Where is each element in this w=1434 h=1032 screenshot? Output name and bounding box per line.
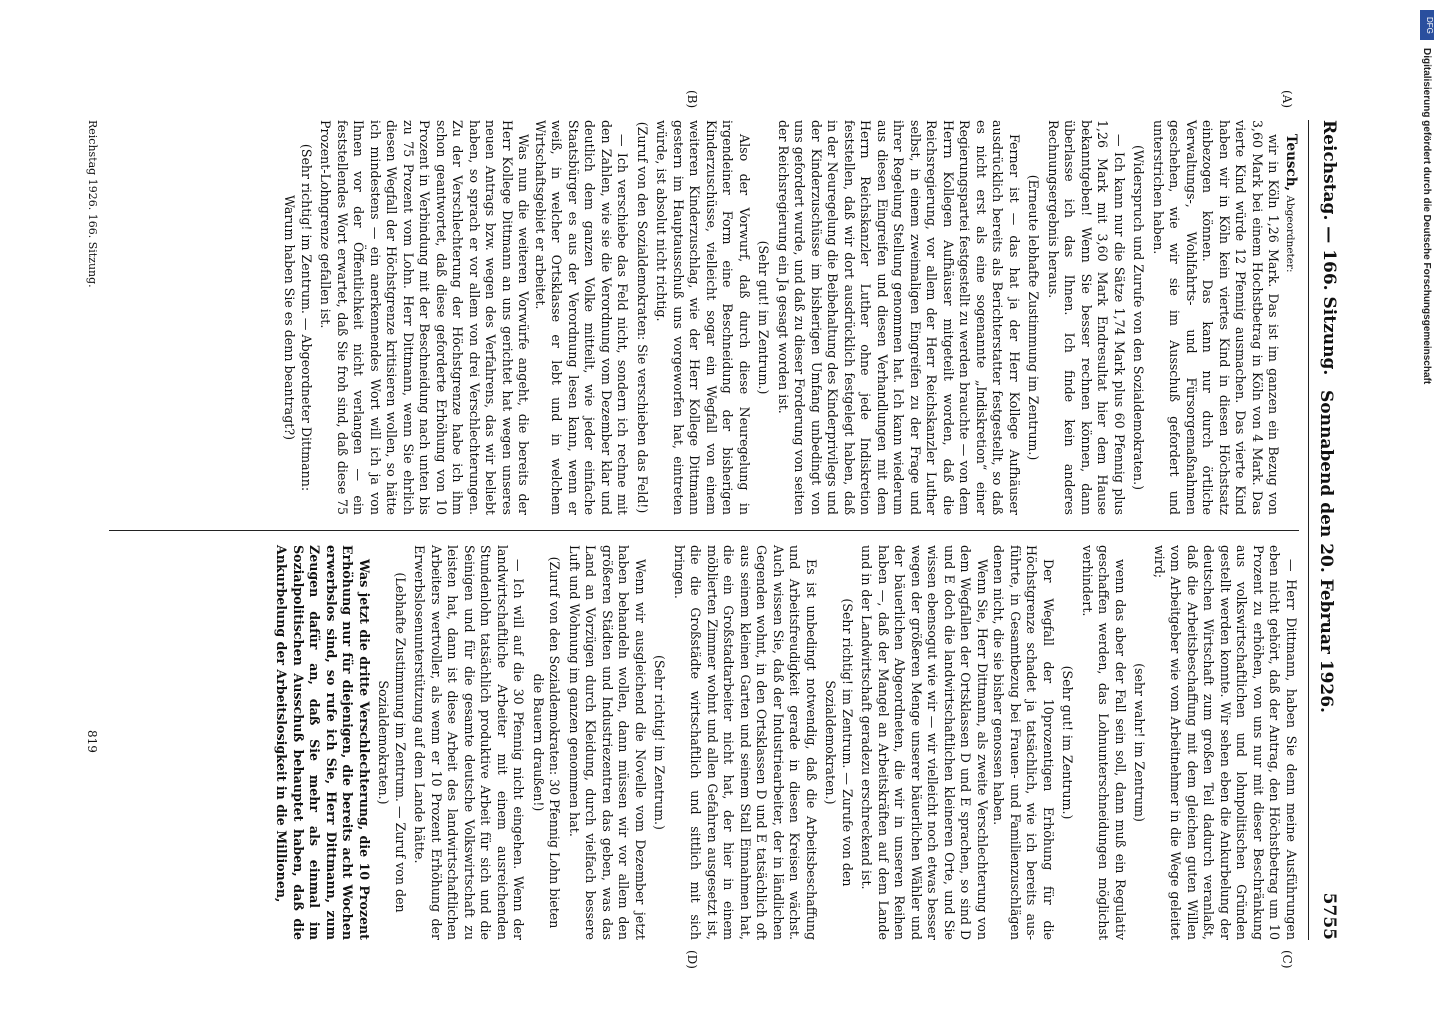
paragraph: — Ich verschiebe das Feld nicht, sondern ich rechne mit den Zahlen, wie sie die Verordnung vom Dezember klar und deutlich dem ganzen Volke mitteilt, wie jeder einfache Staatsbürger es aus der Verordnung lesen kann, wenn er weiß, in welcher Ortsklasse er lebt und in welchem Wirtschaftsgebiet er arbeitet. — [533, 120, 631, 515]
header-rule — [1308, 120, 1309, 940]
page-number: 5755 — [1319, 892, 1339, 940]
running-head-date: Sonnabend den 20. Februar 1926. — [1316, 390, 1336, 713]
paragraph: Der Wegfall der 10prozentigen Erhöhung für die Höchstgrenze schadet ja tatsächlich, wie ich bereits ausführte, in Gesamtbezug bei Frauen- und Familienzuschlägen denen nicht, die sie bisher genossen haben. — [991, 545, 1056, 940]
speaker-line — [1282, 120, 1300, 515]
right-column — [273, 545, 1299, 940]
speaker-name: Teusch, — [1283, 134, 1299, 192]
digitization-credit — [1418, 8, 1434, 992]
left-column — [278, 120, 1299, 515]
margin-letter-d: (D) — [685, 950, 699, 969]
paragraph: wir in Köln 1,26 Mark. Das ist im ganzen ein Bezug von 3,60 Mark bei einem Hochstbetrag in Köln von 4 Mark. Das vierte Kind würde 12 Pfennig ausmachen. Das vierte Kind haben wir in Köln kein viertes Kind in diesen Höchstsatz einbezogen können. Das kann nur durch örtliche Verwaltungs-, Wohlfahrts- und Fürsorgemaßnahmen geschehen, wie wir sie im Ausschuß gefordert und unterstrichen haben. — [1151, 120, 1282, 515]
interjection: (Widerspruch und Zurufe von den Sozialdemokraten.) — [1131, 144, 1147, 490]
paragraph: Was nun die weiteren Vorwürfe angeht, die bereits der Herr Kollege Dittmann an uns gerichtet hat wegen unseres neuen Antrags bzw. wegen des Verfahrens, das wir beliebt haben, so sprach er vor allem von drei Verschlechterungen. Zu der Verschlechterung der Höchstgrenze habe ich ihm schon geantwortet, daß diese geforderte Erhöhung von 10 Prozent in Verbindung mit der Beschneidung nach unten bis zu 75 Prozent vom Lohn. Herr Dittmann, wenn Sie ehrlich diesen Wegfall der Höchstgrenze kritisieren wollen, so hätte ich mindestens — ein anerkennendes Wort will ich ja von Ihnen vor der Öffentlichkeit nicht verlangen — ein feststellendes Wort erwartet, daß Sie froh sind, daß diese 75 Prozent-Lohngrenze gefallen ist. — [318, 120, 532, 515]
interjection: (Sehr richtig! im Zentrum. — Zurufe von den Sozialdemokraten.) — [823, 598, 855, 887]
paragraph: — Ich kann nur die Sätze 1,74 Mark plus 60 Pfennig plus 1,26 Mark mit 3,60 Mark Endresultat hier dem Hause bekanntgeben! Wenn Sie besser rechnen können, dann überlasse ich das Ihnen. Ich finde kein anderes Rechnungsergebnis heraus. — [1046, 120, 1127, 515]
margin-letter-a: (A) — [1280, 90, 1294, 109]
paragraph: Wenn wir ausgleichend die Novelle vom Dezember jetzt haben behandeln wollen, dann müssen wir vor allem den größeren Städten und Industriezentren das geben, was das Land an Vorzügen durch Kleidung, durch vielfach bessere Luft und Wohnung im ganzen genommen hat. — [567, 545, 648, 940]
paragraph: — Ich will auf die 30 Pfennig nicht eingehen. Wenn der landwirtschaftliche Arbeiter mit einem ausreichenden Stundenlohn tatsächlich produktive Arbeit für sich und die Seinigen und für die gesamte deutsche Volkswirtschaft zu leisten hat, dann ist diese Arbeit des landwirtschaftlichen Arbeiters wertvoller, als wenn er 10 Prozent Erhöhung der Erwerbslosenunterstützung auf dem Lande hätte. — [412, 545, 527, 940]
paragraph: Ferner ist — das hat ja der Herr Kollege Aufhäuser ausdrücklich bereits als Berichterstatter festgestellt, so daß es nicht erst als eine sogenannte „Indiskretion“ einer Regierungspartei festgestellt zu werden brauchte — von dem Herrn Kollegen Aufhäuser mitgeteilt worden, daß die Reichsregierung, vor allem der Herr Reichskanzler Luther selbst, in einem zweimaligen Eingreifen zu der Frage und ihrer Regelung Stellung genommen hat. Ich kann wiederum aus diesen Eingreifen und diesen Verhandlungen mit dem Herrn Reichskanzler Luther ohne jede Indiskretion feststellen, daß wir dort ausdrücklich festgelegt haben, daß in der Neuregelung die Beibehaltung des Kinderprivilegs und der Kinderzuschüsse im bisherigen Umfang unbedingt von uns gefordert wurde, und daß zu dieser Forderung von seiten der Reichsregierung ein Ja gesagt worden ist. — [776, 120, 1022, 515]
interjection: (Lebhafte Zustimmung im Zentrum. — Zuruf von den Sozialdemokraten.) — [376, 572, 408, 913]
paragraph: — Herr Dittmann, haben Sie denn meine Ausführungen eben nicht gehört, daß der Antrag, den Höchstbetrag um 10 Prozent zu erhöhen, von uns nur mit dieser Beschränkung aus volkswirtschaftlichen und lohnpolitischen Gründen gestellt werden konnte. Wir sehen eben die Ankurbelung der deutschen Wirtschaft zum großen Teil dadurch veranlaßt, daß die Arbeitsbeschaffung mit dem gleichen guten Willen vom Arbeitgeber wie vom Arbeitnehmer in die Wege geleitet wird; — [1152, 545, 1299, 940]
digitization-credit-text: Digitalisierung gefördert durch die Deutsche Forschungsgemeinschaft — [1421, 48, 1432, 385]
interjection: (Erneute lebhafte Zustimmung im Zentrum.) — [1026, 174, 1042, 461]
running-head-left: Reichstag. — 166. Sitzung. — [1319, 120, 1339, 376]
paragraph: wenn das aber der Fall sein soll, dann muß ein Regulativ geschaffen werden, das Lohnunterschneidungen möglichst verhindert. — [1080, 545, 1128, 940]
paragraph: Es ist unbedingt notwendig, daß die Arbeitsbeschaffung und Arbeitsfreudigkeit gerade in diesen Kreisen wächst. Auch wissen Sie, daß der Industriearbeiter, der in ländlichen Gegenden wohnt, in den Ortsklassen D und E tatsächlich oft aus seinem kleinen Garten und seinem Stall Einnahmen hat, die ein Großstadtarbeiter nicht hat, der hier in einem möblierten Zimmer wohnt und allen Gefahren ausgesetzt ist, die die Großstädte wirtschaftlich und sittlich mit sich bringen. — [672, 545, 819, 940]
interjection: (Zuruf von den Sozialdemokraten: Sie verschieben das Feld!) — [635, 121, 650, 514]
interjection: (sehr wahr! im Zentrum) — [1132, 663, 1148, 822]
paragraph: Wenn Sie, Herr Dittmann, als zweite Verschlechterung von dem Wegfallen der Ortsklassen D und E sprachen, so sind D und E doch die landwirtschaftlichen kleineren Orte, und Sie wissen ebensogut wie wir — wir vielleicht noch etwas besser wegen der größeren Menge unserer bäuerlichen Wähler und der bäuerlichen Abgeordneten, die wir in unseren Reihen haben —, daß der Mangel an Arbeitskräften auf dem Lande und in der Landwirtschaft geradezu erschreckend ist. — [859, 545, 990, 940]
speaker-role: Abgeordneter: — [1284, 195, 1296, 273]
column-divider — [109, 530, 1299, 531]
page-content — [59, 90, 1339, 969]
sheet-number: 819 — [85, 730, 99, 753]
interjection: (Sehr gut! im Zentrum.) — [756, 240, 772, 395]
footer-note: Reichstag 1926. 166. Sitzung. — [86, 120, 99, 288]
interjection: (Sehr gut! im Zentrum.) — [1060, 665, 1076, 820]
dfg-logo: DFG — [1420, 10, 1434, 40]
margin-letter-c: (C) — [1280, 950, 1294, 969]
paragraph: Was jetzt die dritte Verschlechterung, die 10 Prozent Erhöhung nur für diejenigen, die bereits acht Wochen erwerbslos sind, so rufe ich Sie, Herr Dittmann, zum Zeugen dafür an, daß Sie mehr als einmal im Sozialpolitischen Ausschuß behauptet haben, daß die Ankurbelung der Arbeitslosigkeit in die Millionen, — [274, 545, 372, 940]
running-head — [1309, 120, 1339, 940]
interjection: (Sehr richtig! im Zentrum.) — [652, 655, 668, 830]
interjection: (Zuruf von den Sozialdemokraten: 30 Pfennig Lohn bieten die Bauern draußen!) — [531, 556, 563, 929]
paragraph: Also der Vorwurf, daß durch diese Neuregelung in irgendeiner Form eine Beschneidung der bisherigen Kinderzuschüsse, vielleicht sogar ein Wegfall von einem weiteren Kinderzuschlag, wie der Herr Kollege Dittmann gestern im Hauptausschuß uns vorgeworfen hat, eintreten würde, ist absolut nicht richtig. — [654, 120, 752, 515]
interjection: (Sehr richtig! im Zentrum. — Abgeordneter Dittmann: Warum haben Sie es denn beantragt?) — [282, 143, 314, 492]
margin-letter-b: (B) — [685, 90, 699, 109]
